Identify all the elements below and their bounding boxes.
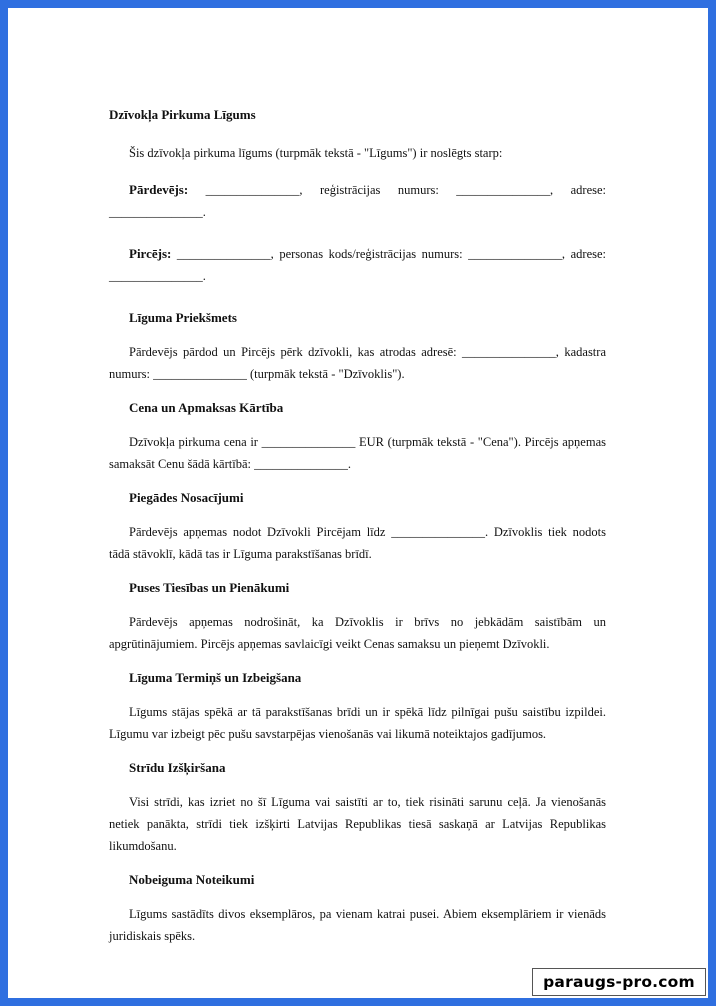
section-heading-delivery: Piegādes Nosacījumi [129,490,244,505]
buyer-label: Pircējs: [129,246,172,261]
section-body-delivery: Pārdevējs apņemas nodot Dzīvokli Pircējam līdz _______________. Dzīvoklis tiek nodots tādā stāvoklī, kādā tas ir Līguma parakstīšanas brīdī. [109,525,606,561]
section-body-price: Dzīvokļa pirkuma cena ir _______________ EUR (turpmāk tekstā - "Cena"). Pircējs apņemas samaksāt Cenu šādā kārtībā: _______________. [109,435,606,471]
section-body-rights: Pārdevējs apņemas nodrošināt, ka Dzīvoklis ir brīvs no jebkādām saistībām un apgrūtinājumiem. Pircējs apņemas savlaicīgi veikt Cenas samaksu un pieņemt Dzīvokli. [109,615,606,651]
document-page [8,8,708,998]
section-heading-disputes: Strīdu Izšķiršana [129,760,226,775]
section-heading-price: Cena un Apmaksas Kārtība [129,400,284,415]
section-heading-final: Nobeiguma Noteikumi [129,872,255,887]
section-heading-rights: Puses Tiesības un Pienākumi [129,580,290,595]
buyer-text: _______________, personas kods/reģistrācijas numurs: _______________, adrese: _______________. [109,247,606,283]
seller-label: Pārdevējs: [129,182,189,197]
section-heading-term: Līguma Termiņš un Izbeigšana [129,670,302,685]
seller-text: _______________, reģistrācijas numurs: _______________, adrese: _______________. [109,183,607,219]
seller-paragraph [109,179,606,223]
watermark-label: paraugs-pro.com [532,968,706,996]
section-body-term: Līgums stājas spēkā ar tā parakstīšanas brīdi un ir spēkā līdz pilnīgai pušu saistību izpildei. Līgumu var izbeigt pēc pušu savstarpējas vienošanās vai likumā noteiktajos gadījumos. [109,705,606,741]
document-title: Dzīvokļa Pirkuma Līgums [109,107,256,122]
buyer-paragraph [109,243,606,287]
section-heading-subject: Līguma Priekšmets [129,310,237,325]
section-body-final: Līgums sastādīts divos eksemplāros, pa vienam katrai pusei. Abiem eksemplāriem ir vienāds juridiskais spēks. [109,907,606,943]
section-body-disputes: Visi strīdi, kas izriet no šī Līguma vai saistīti ar to, tiek risināti sarunu ceļā. Ja vienošanās netiek panākta, strīdi tiek izšķirti Latvijas Republikas tiesā saskaņā ar Latvijas Republikas likumdošanu. [109,795,606,853]
section-body-subject: Pārdevējs pārdod un Pircējs pērk dzīvokli, kas atrodas adresē: _______________, kadastra numurs: _______________ (turpmāk tekstā - "Dzīvoklis"). [109,345,606,381]
intro-paragraph: Šis dzīvokļa pirkuma līgums (turpmāk tekstā - "Līgums") ir noslēgts starp: [129,146,503,160]
document-content [109,104,606,959]
